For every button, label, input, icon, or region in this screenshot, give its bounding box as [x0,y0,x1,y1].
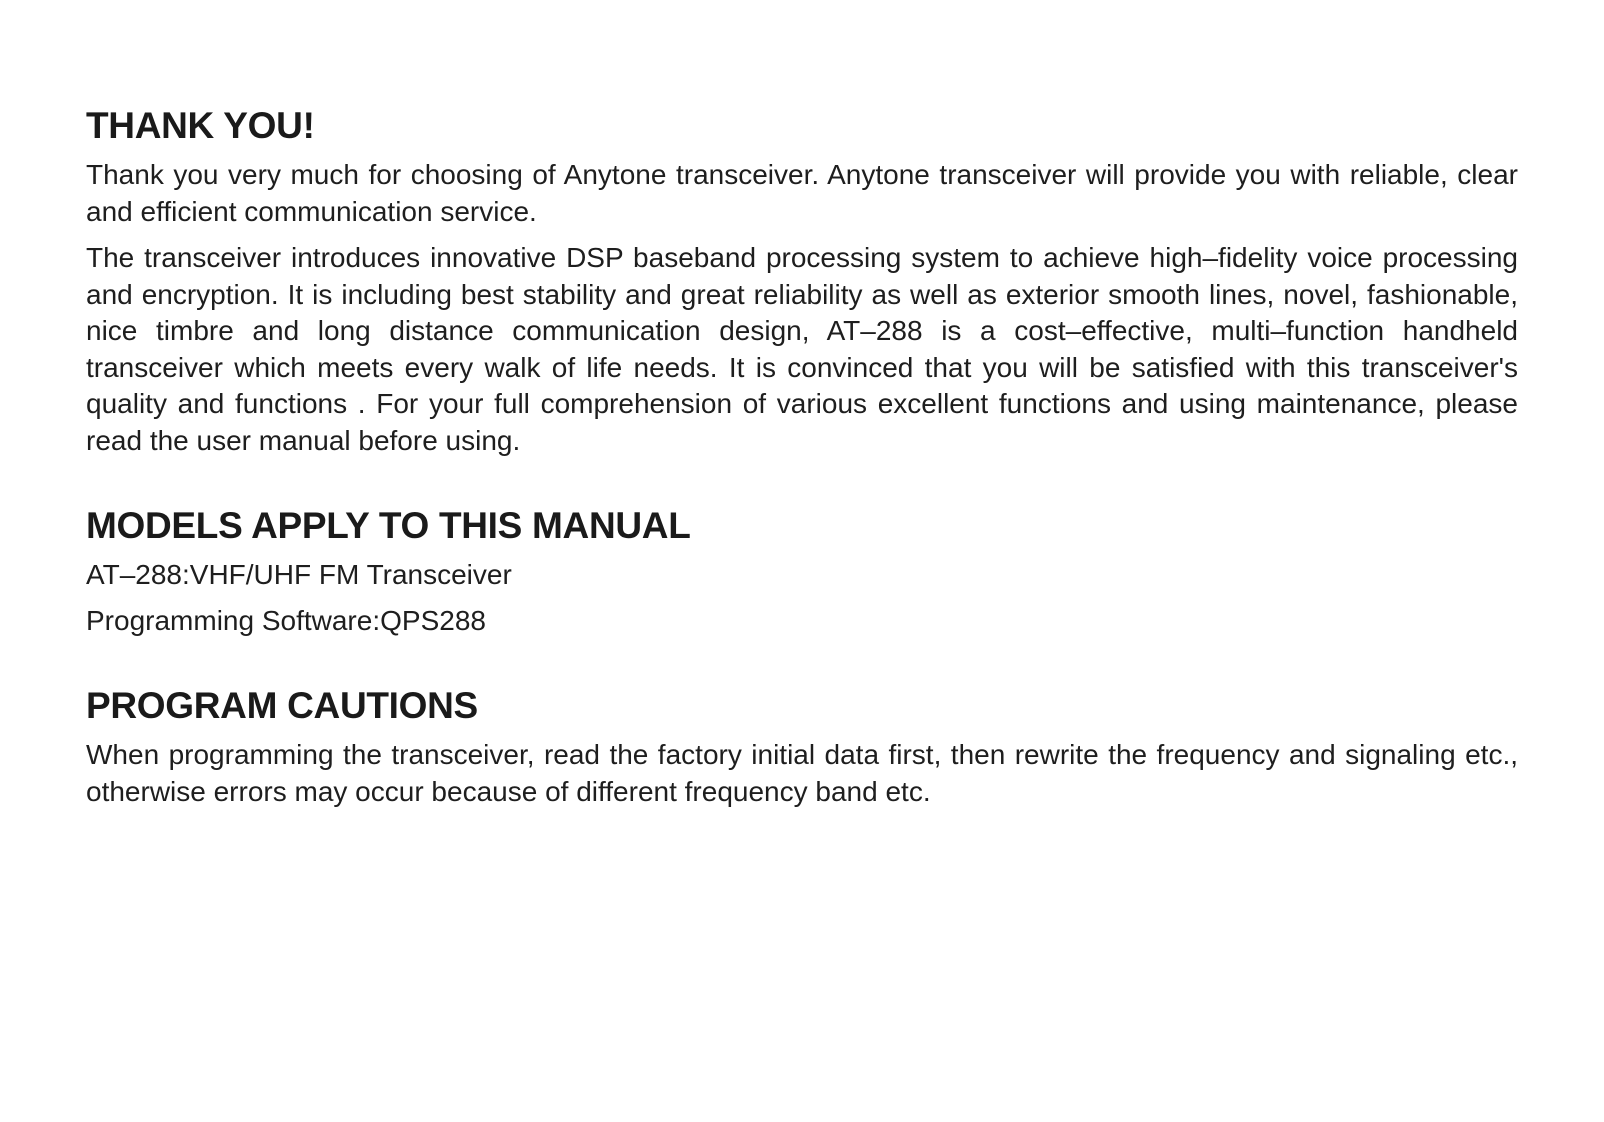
manual-page [86,104,1518,810]
program-cautions-heading: PROGRAM CAUTIONS [86,685,478,726]
thank-you-paragraph-1: Thank you very much for choosing of Anytone transceiver. Anytone transceiver will provide you with reliable, clear and efficient communication service. [86,159,1518,227]
section-models [86,504,1518,639]
models-heading: MODELS APPLY TO THIS MANUAL [86,505,691,546]
program-cautions-paragraph: When programming the transceiver, read the factory initial data first, then rewrite the frequency and signaling etc., otherwise errors may occur because of different frequency band etc. [86,739,1518,807]
thank-you-paragraph-2: The transceiver introduces innovative DSP baseband processing system to achieve high–fidelity voice processing and encryption. It is including best stability and great reliability as well as exterior smooth lines, novel, fashionable, nice timbre and long distance communication design, AT–288 is a cost–effective, multi–function handheld transceiver which meets every walk of life needs. It is convinced that you will be satisfied with this transceiver's quality and functions . For your full comprehension of various excellent functions and using maintenance, please read the user manual before using. [86,242,1518,456]
model-name-line: AT–288:VHF/UHF FM Transceiver [86,559,512,590]
programming-software-line: Programming Software:QPS288 [86,605,486,636]
thank-you-heading: THANK YOU! [86,105,315,146]
section-program-cautions [86,684,1518,810]
section-thank-you [86,104,1518,459]
